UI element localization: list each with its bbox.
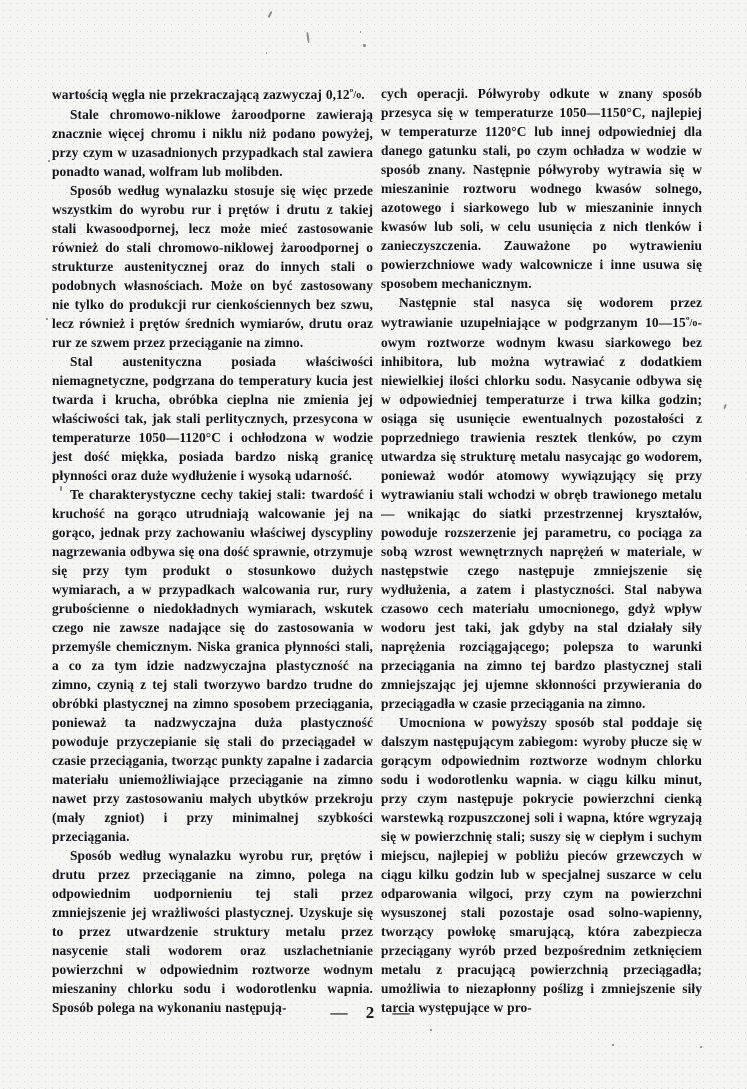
scan-speck [266,52,267,54]
paragraph: cych operacji. Półwyroby odkute w znany sposób przesyca się w temperaturze 1050—1150°C, najlepiej w temperaturze 1120°C lub innej odpowiedniej dla danego gatunku stali, po czym ochładza w wodzie w sposób znany. Następnie półwyroby wytrawia się w mieszaninie roztworu wodnego kwasów solnego, azotowego i siarkowego lub w mieszaninie innych kwasów lub soli, w celu usunięcia z nich tlenków i zanieczyszczenia. Zauważone po wytrawieniu powierzchniowe wady walcownicze i inne usuwa się sposobem mechanicznym. [381,86,702,291]
text-columns [52,84,702,1016]
scan-speck [723,404,727,409]
paragraph: Sposób według wynalazku stosuje się więc przede wszystkim do wyrobu rur i prętów i drutu z takiej stali kwasoodpornej, lecz może mieć zastosowanie również do stali chromowo-niklowej żaroodpornej o strukturze austenitycznej oraz do innych stali o podobnych własnościach. Może on być zastosowany nie tylko do produkcji rur cienkościennych bez szwu, lecz również i prętów średnich wymiarów, drutu oraz rur ze szwem przez przeciąganie na zimno. [52,183,373,351]
scan-speck [700,1046,702,1048]
paragraph: Stale chromowo-niklowe żaroodporne zawierają znacznie więcej chromu i niklu niż podano powyżej, przy czym w uzasadnionych przypadkach stal zawiera ponadto wanad, wolfram lub molibden. [52,107,373,180]
page-number: — 2 — [330,1003,417,1022]
scan-speck [430,1029,432,1031]
scan-speck [48,160,50,162]
scan-speck [363,44,366,47]
paragraph: Umocniona w powyższy sposób stal poddaje się dalszym następującym zabiegom: wyroby płucze się w gorącym odpowiednim roztworze wodnym chlorku sodu i wodorotlenku wapnia. w ciągu kilku minut, przy czym następuje pokrycie powierzchni cienką warstewką rozpuszczonej soli i wapna, które wgryzają się w powierzchnię stali; suszy się w ciepłym i suchym miejscu, najlepiej w pobliżu pieców grzewczych w ciągu kilku godzin lub w specjalnej suszarce w celu odparowania wilgoci, przy czym na powierzchni wysuszonej stali pozostaje osad solno-wapienny, tworzący powłokę smarującą, która zabezpiecza przeciągany wyrób przed bezpośrednim zetknięciem metalu z pracującą powierzchnią przeciągadła; umożliwia to niezapłonny poślizg i zmniejszenie siły tarcia występujące w pro- [381,715,702,1016]
scan-speck [306,32,310,43]
paragraph: Te charakterystyczne cechy takiej stali: twardość i kruchość na gorąco utrudniają walcowanie jej na gorąco, jednak przy zachowaniu właściwej dyscypliny nagrzewania odbywa się ona dość sprawnie, otrzymuje się przy tym produkt o stosunkowo dużych wymiarach, a w przypadkach walcowania rur, rury grubościenne o niedokładnych wymiarach, wskutek czego nie zawsze nadające się do zastosowania w przemyśle chemicznym. Niska granica płynności stali, a co za tym idzie nadzwyczajna plastyczność na zimno, czynią z tej stali tworzywo bardzo trudne do obróbki plastycznej na zimno sposobem przeciągania, ponieważ ta nadzwyczajna duża plastyczność powoduje przyczepianie się stali do przeciągadeł w czasie przeciągania, tworząc punkty zapalne i zadarcia materiału uniemożliwiające przeciąganie na zimno nawet przy zastosowaniu małych ubytków przekroju (mały zgniot) i przy minimalnej szybkości przeciągania. [52,487,373,845]
scan-speck [612,1044,614,1046]
scan-speck [46,318,48,320]
paragraph: Sposób według wynalazku wyrobu rur, prętów i drutu przez przeciąganie na zimno, polega na odpowiednim uodpornieniu tej stali przez zmniejszenie jej wrażliwości plastycznej. Uzyskuje się to przez utwardzenie struktury metalu przez nasycenie stali wodorem oraz uszlachetnianie powierzchni w odpowiednim roztworze wodnym mieszaniny chlorku sodu i wodorotlenku wapnia. Sposób polega na wykonaniu następują- [52,848,373,1016]
paragraph: wartością węgla nie przekraczającą zazwyczaj $0,12^º/o$. [52,87,365,103]
right-column [381,84,702,1016]
scan-speck [360,31,361,33]
scan-speck [267,11,272,18]
paragraph: Stal austenityczna posiada właściwości niemagnetyczne, podgrzana do temperatury kucia jest twarda i krucha, obróbka cieplna nie zmienia jej właściwości tak, jak stali perlitycznych, przesycona w temperaturze 1050—1120°C i ochłodzona w wodzie jest dość miękka, posiada bardzo niską granicę płynności oraz duże wydłużenie i wysoką udarność. [52,354,373,484]
left-column [52,84,373,1016]
paragraph: Następnie stal nasyca się wodorem przez wytrawianie uzupełniające w podgrzanym $10—15^º/o$-owym roztworze wodnym kwasu siarkowego bez inhibitora, lub można wytrawiać z dodatkiem niewielkiej ilości chlorku sodu. Nasycanie odbywa się w odpowiedniej temperaturze i trwa kilka godzin; osiąga się usunięcie ewentualnych pozostałości z poprzedniego trawienia resztek tlenków, po czym utwardza się strukturę metalu nasycając go wodorem, ponieważ wodór atomowy wywiązujący się przy wytrawianiu stali wchodzi w obręb trawionego metalu — wnikając do siatki przestrzennej kryształów, powoduje rozszerzenie jej parametru, co pociąga za sobą wzrost wewnętrznych naprężeń w materiale, w następstwie czego następuje zmniejszenie się wydłużenia, a zatem i plastyczności. Stal nabywa czasowo cech materiału umocnionego, gdyż wpływ wodoru jest taki, jak gdyby na stal działały siły naprężenia rozciągającego; polepsza to warunki przeciągania na zimno tej bardzo plastycznej stali zmniejszając jej ujemne skłonności przywierania do przeciągadła w czasie przeciągania na zimno. [381,295,702,712]
